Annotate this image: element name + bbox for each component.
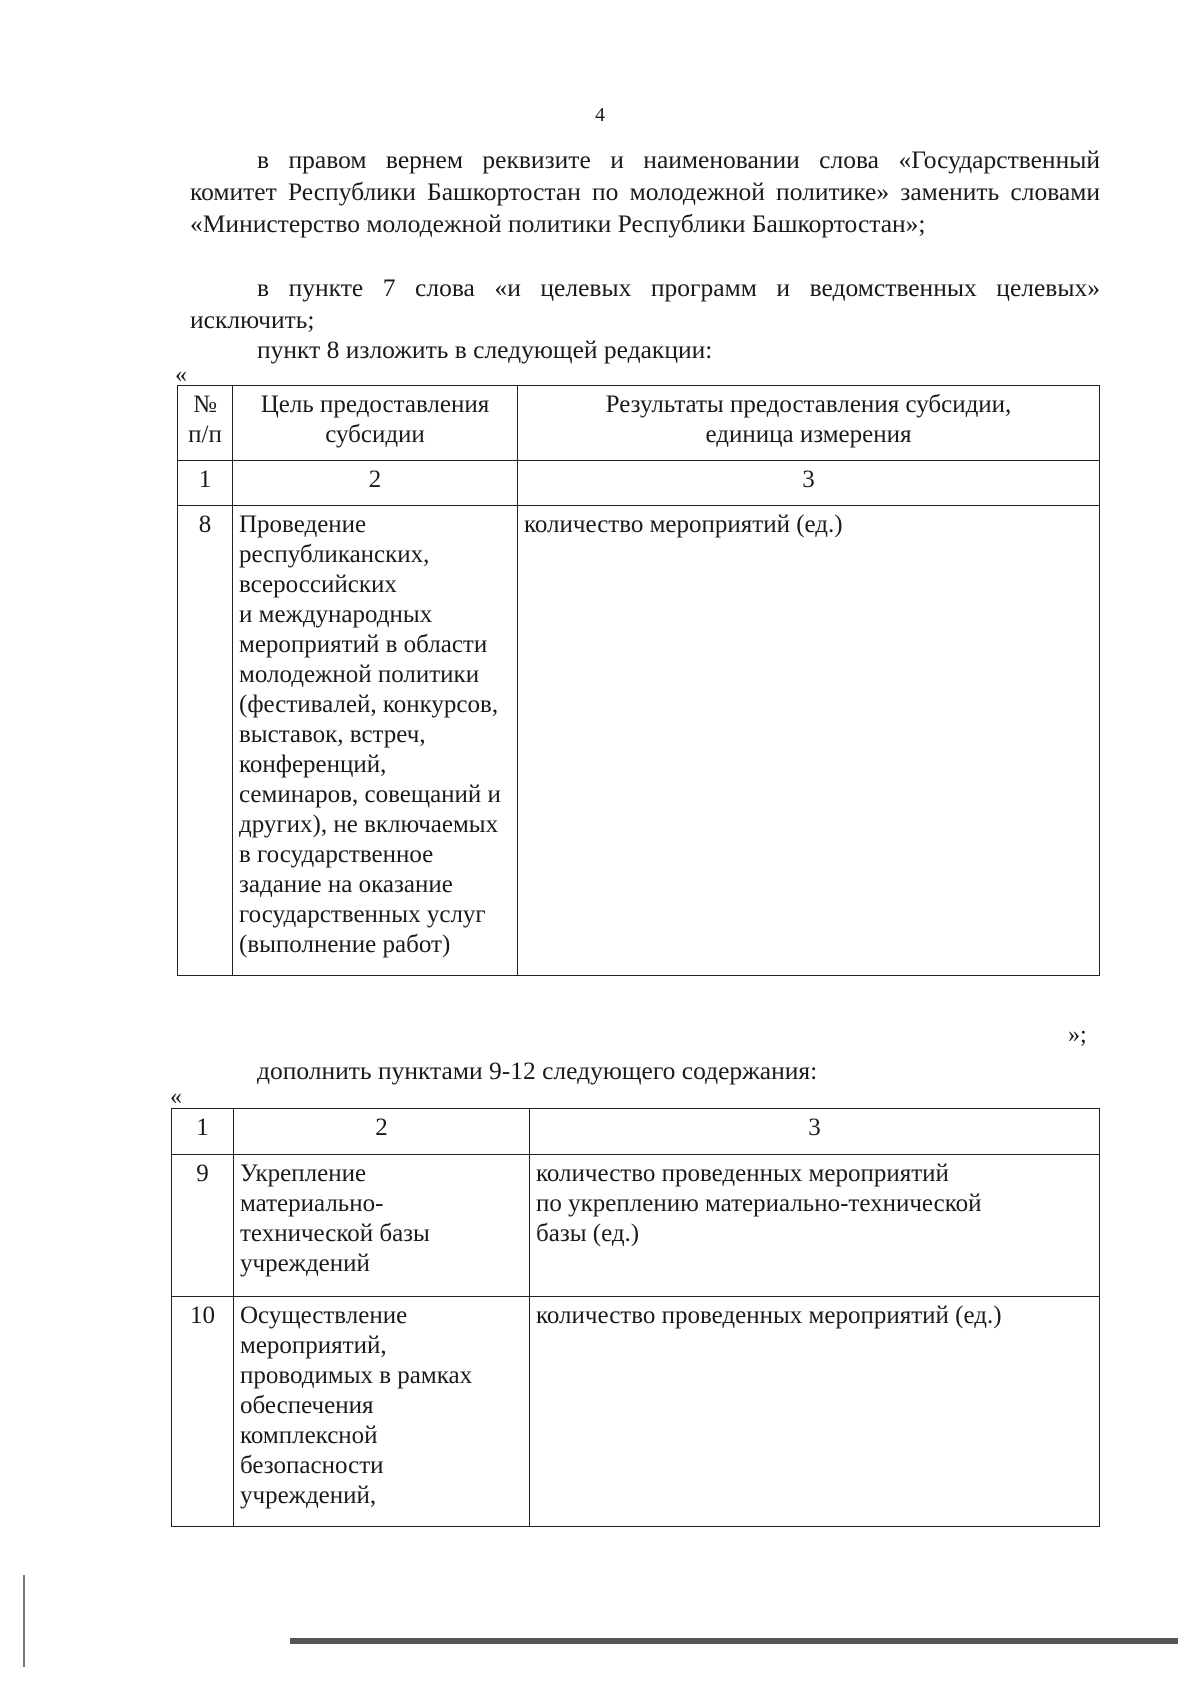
page-number: 4 [595,104,605,126]
paragraph-item-7: в пункте 7 слова «и целевых программ и ведомственных целевых» исключить; [190,273,1100,334]
index-cell: 3 [518,461,1100,506]
row-goal: Укрепление материально- технической базы учреждений [234,1155,530,1297]
paragraph-item-8-intro: пункт 8 изложить в следующей редакции: [257,335,713,364]
row-number: 9 [172,1155,234,1297]
table-row [178,506,1100,976]
index-cell: 2 [234,1109,530,1155]
closing-quote-1: »; [1068,1022,1087,1048]
paragraph-items-9-12-intro: дополнить пунктами 9-12 следующего содержания: [257,1056,818,1085]
paragraph-title-rename: в правом вернем реквизите и наименовании слова «Государственный комитет Республики Башкортостан по молодежной политике» заменить словами «Министерство молодежной политики Республики Башкортостан»; [190,145,1100,238]
table-index-row [178,461,1100,506]
subsidy-table-items-9-12 [171,1108,1100,1527]
index-cell: 1 [178,461,233,506]
index-cell: 1 [172,1109,234,1155]
row-number: 8 [178,506,233,976]
table-index-row [172,1109,1100,1155]
opening-quote-1: « [175,362,187,388]
row-result: количество проведенных мероприятий (ед.) [530,1297,1100,1527]
table-header-row [178,386,1100,461]
opening-quote-2: « [170,1084,182,1110]
scan-edge-bottom [290,1638,1178,1644]
scan-edge-left [23,1575,25,1667]
table-row [172,1155,1100,1297]
row-result: количество мероприятий (ед.) [518,506,1100,976]
header-goal: Цель предоставления субсидии [233,386,518,461]
row-goal: Осуществление мероприятий, проводимых в рамках обеспечения комплексной безопасности учреждений, [234,1297,530,1527]
row-number: 10 [172,1297,234,1527]
header-result: Результаты предоставления субсидии, единица измерения [518,386,1100,461]
index-cell: 2 [233,461,518,506]
header-number: № п/п [178,386,233,461]
row-result: количество проведенных мероприятий по укреплению материально-технической базы (ед.) [530,1155,1100,1297]
index-cell: 3 [530,1109,1100,1155]
subsidy-table-item-8 [177,385,1100,976]
row-goal: Проведение республиканских, всероссийских и международных мероприятий в области молодежной политики (фестивалей, конкурсов, выставок, встреч, конференций, семинаров, совещаний и других), не включаемых в государственное задание на оказание государственных услуг (выполнение работ) [233,506,518,976]
table-row [172,1297,1100,1527]
